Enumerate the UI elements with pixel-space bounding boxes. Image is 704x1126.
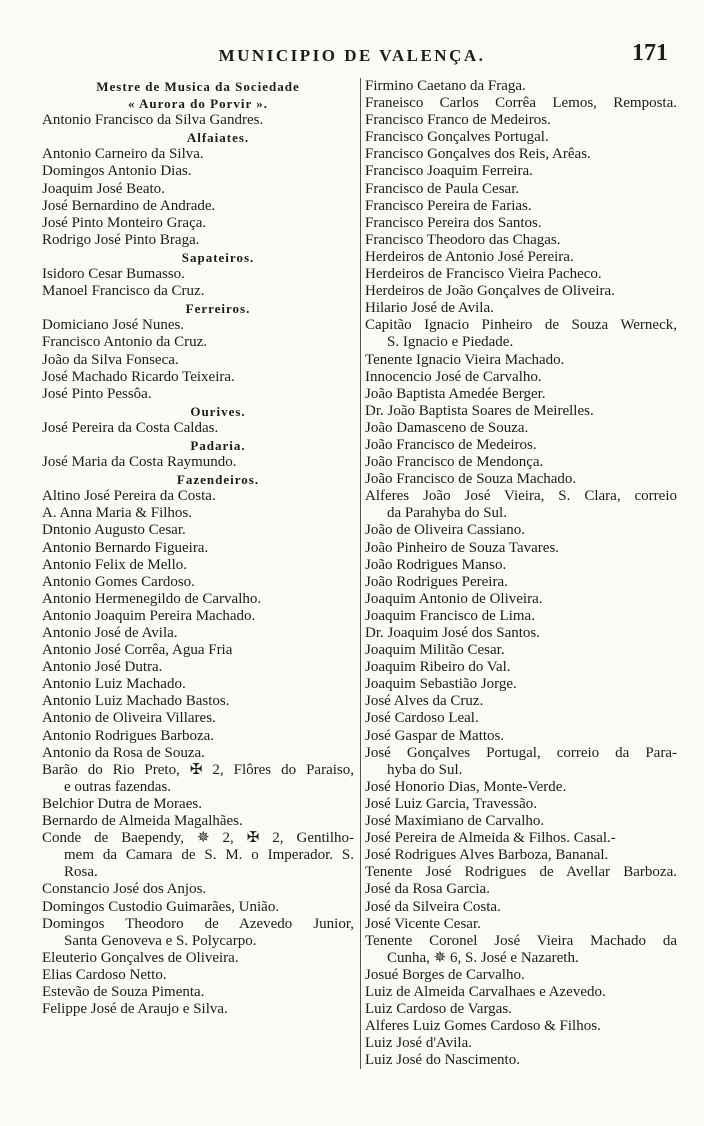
list-entry: José Pereira da Costa Caldas.: [42, 419, 219, 436]
list-entry: Joaquim Francisco de Lima.: [365, 607, 535, 624]
list-entry: Capitão Ignacio Pinheiro de Souza Werneck,: [365, 317, 677, 334]
list-entry: José da Rosa Garcia.: [365, 881, 490, 898]
list-entry: Herdeiros de João Gonçalves de Oliveira.: [365, 283, 615, 300]
list-entry: José Machado Ricardo Teixeira.: [42, 368, 235, 385]
list-entry: Francisco Antonio da Cruz.: [42, 334, 207, 351]
entry-continuation: Santa Genoveva e S. Polycarpo.: [64, 932, 257, 949]
list-entry: José Pereira de Almeida & Filhos. Casal.-: [365, 830, 616, 847]
list-entry: José Gaspar de Mattos.: [365, 727, 505, 744]
list-entry: Elias Cardoso Netto.: [42, 966, 167, 983]
list-entry: A. Anna Maria & Filhos.: [42, 505, 192, 522]
list-entry: Francisco Pereira de Farias.: [365, 197, 532, 214]
list-entry: Firmino Caetano da Fraga.: [365, 78, 526, 94]
section-heading: Mestre de Musica da Sociedade: [96, 79, 300, 94]
list-entry: Barão do Rio Preto, ✠ 2, Flôres do Paraiso,: [42, 761, 354, 778]
list-entry: Joaquim Ribeiro do Val.: [365, 659, 511, 676]
list-entry: Antonio Francisco da Silva Gandres.: [42, 112, 264, 129]
list-entry: Dr. João Baptista Soares de Meirelles.: [365, 402, 594, 419]
list-entry: José Pinto Monteiro Graça.: [42, 214, 207, 231]
section-heading: Ferreiros.: [185, 301, 251, 317]
list-entry: Antonio Luiz Machado Bastos.: [42, 693, 230, 710]
page-title: MUNICIPIO DE VALENÇA.: [218, 46, 486, 65]
list-entry: Alferes Luiz Gomes Cardoso & Filhos.: [365, 1018, 601, 1035]
page-number: 171: [632, 40, 668, 66]
list-entry: Antonio Gomes Cardoso.: [42, 573, 195, 590]
list-entry: Antonio da Rosa de Souza.: [42, 744, 205, 761]
list-entry: Dntonio Augusto Cesar.: [42, 522, 186, 539]
list-entry: Antonio Hermenegildo de Carvalho.: [42, 590, 262, 607]
list-entry: Bernardo de Almeida Magalhães.: [42, 813, 243, 830]
list-entry: Antonio José de Avila.: [42, 625, 178, 641]
list-entry: João da Silva Fonseca.: [42, 351, 179, 368]
list-entry: Felippe José de Araujo e Silva.: [42, 1001, 228, 1018]
list-entry: Manoel Francisco da Cruz.: [42, 283, 205, 300]
list-entry: Antonio Felix de Mello.: [42, 556, 187, 573]
list-entry: Antonio de Oliveira Villares.: [42, 710, 216, 727]
entry-continuation: da Parahyba do Sul.: [387, 505, 507, 522]
list-entry: Dr. Joaquim José dos Santos.: [365, 625, 541, 641]
list-entry: Innocencio José de Carvalho.: [365, 368, 542, 385]
list-entry: José da Silveira Costa.: [365, 898, 501, 915]
list-entry: Antonio José Dutra.: [42, 659, 163, 676]
list-entry: José Pinto Pessôa.: [42, 385, 152, 402]
list-entry: Joaquim José Beato.: [42, 180, 165, 197]
list-entry: Conde de Baependy, ✵ 2, ✠ 2, Gentilho-: [42, 830, 354, 847]
list-entry: Joaquim Antonio de Oliveira.: [365, 590, 543, 607]
list-entry: Rodrigo José Pinto Braga.: [42, 231, 200, 248]
list-entry: Domingos Custodio Guimarães, União.: [42, 898, 280, 915]
list-entry: Constancio José dos Anjos.: [42, 881, 207, 898]
list-entry: Francisco de Paula Cesar.: [365, 180, 520, 197]
list-entry: Antonio José Corrêa, Agua Fria: [42, 642, 233, 659]
entry-continuation: mem da Camara de S. M. o Imperador. S.: [64, 847, 354, 864]
list-entry: Tenente Ignacio Vieira Machado.: [365, 351, 565, 368]
section-heading: Ourives.: [190, 403, 246, 419]
list-entry: João Francisco de Medeiros.: [365, 436, 537, 453]
list-entry: José Honorio Dias, Monte-Verde.: [365, 778, 567, 795]
page-header: [0, 40, 704, 70]
list-entry: José Gonçalves Portugal, correio da Para-: [365, 744, 677, 761]
section-heading: Padaria.: [190, 437, 246, 453]
list-entry: João Francisco de Souza Machado.: [365, 471, 577, 488]
list-entry: João Rodrigues Pereira.: [365, 573, 508, 590]
list-entry: Francisco Joaquim Ferreira.: [365, 163, 533, 180]
list-entry: Francisco Theodoro das Chagas.: [365, 231, 561, 248]
list-entry: João Pinheiro de Souza Tavares.: [365, 539, 560, 556]
right-column: [360, 78, 677, 1069]
list-entry: Altino José Pereira da Costa.: [42, 488, 216, 505]
list-entry: Antonio Luiz Machado.: [42, 676, 186, 693]
list-entry: Luiz José d'Avila.: [365, 1035, 472, 1052]
list-entry: José Maria da Costa Raymundo.: [42, 454, 237, 471]
list-entry: João de Oliveira Cassiano.: [365, 522, 525, 539]
list-entry: José Rodrigues Alves Barboza, Bananal.: [365, 847, 609, 864]
list-entry: Luiz Cardoso de Vargas.: [365, 1001, 512, 1018]
list-entry: Alferes João José Vieira, S. Clara, correio: [365, 488, 677, 505]
list-entry: Luiz de Almeida Carvalhaes e Azevedo.: [365, 983, 606, 1000]
list-entry: Domingos Antonio Dias.: [42, 163, 192, 180]
list-entry: Domingos Theodoro de Azevedo Junior,: [42, 915, 354, 932]
list-entry: Tenente José Rodrigues de Avellar Barboza.: [365, 864, 677, 881]
section-heading: Alfaiates.: [186, 130, 250, 146]
list-entry: Luiz José do Nascimento.: [365, 1052, 520, 1069]
entry-continuation: Cunha, ✵ 6, S. José e Nazareth.: [387, 949, 579, 966]
list-entry: Francisco Pereira dos Santos.: [365, 214, 542, 231]
list-entry: Eleuterio Gonçalves de Oliveira.: [42, 949, 239, 966]
list-entry: Belchior Dutra de Moraes.: [42, 795, 202, 812]
list-entry: João Francisco de Mendonça.: [365, 454, 544, 471]
list-entry: José Luiz Garcia, Travessão.: [365, 795, 538, 812]
list-entry: José Maximiano de Carvalho.: [365, 813, 545, 830]
entry-continuation: e outras fazendas.: [64, 778, 172, 795]
list-entry: Isidoro Cesar Bumasso.: [42, 266, 185, 283]
list-entry: Herdeiros de Francisco Vieira Pacheco.: [365, 266, 602, 283]
section-heading: « Aurora do Porvir ».: [127, 96, 269, 112]
list-entry: Antonio Rodrigues Barboza.: [42, 727, 215, 744]
list-entry: Franeisco Carlos Corrêa Lemos, Remposta.: [365, 95, 677, 112]
section-heading: Fazendeiros.: [176, 472, 260, 488]
list-entry: Hilario José de Avila.: [365, 300, 494, 317]
list-entry: Joaquim Sebastião Jorge.: [365, 676, 517, 693]
section-heading: Sapateiros.: [181, 249, 255, 265]
list-entry: Antonio Joaquim Pereira Machado.: [42, 607, 256, 624]
list-entry: Josué Borges de Carvalho.: [365, 966, 525, 983]
list-entry: Antonio Bernardo Figueira.: [42, 539, 209, 556]
list-entry: Herdeiros de Antonio José Pereira.: [365, 248, 574, 265]
list-entry: Domiciano José Nunes.: [42, 317, 185, 334]
list-entry: José Alves da Cruz.: [365, 693, 484, 710]
list-entry: Francisco Franco de Medeiros.: [365, 112, 551, 129]
entry-continuation: Rosa.: [64, 864, 98, 881]
list-entry: João Baptista Amedée Berger.: [365, 385, 546, 402]
list-entry: Joaquim Militão Cesar.: [365, 642, 505, 659]
list-entry: João Rodrigues Manso.: [365, 556, 507, 573]
entry-continuation: hyba do Sul.: [387, 761, 463, 778]
list-entry: José Vicente Cesar.: [365, 915, 481, 932]
list-entry: Estevão de Souza Pimenta.: [42, 983, 205, 1000]
list-entry: João Damasceno de Souza.: [365, 419, 529, 436]
list-entry: Antonio Carneiro da Silva.: [42, 146, 204, 163]
list-entry: Francisco Gonçalves dos Reis, Arêas.: [365, 146, 591, 163]
list-entry: José Bernardino de Andrade.: [42, 197, 216, 214]
list-entry: José Cardoso Leal.: [365, 710, 479, 727]
left-column: [42, 78, 354, 1018]
entry-continuation: S. Ignacio e Piedade.: [387, 334, 514, 351]
list-entry: Francisco Gonçalves Portugal.: [365, 129, 549, 146]
list-entry: Tenente Coronel José Vieira Machado da: [365, 932, 677, 949]
